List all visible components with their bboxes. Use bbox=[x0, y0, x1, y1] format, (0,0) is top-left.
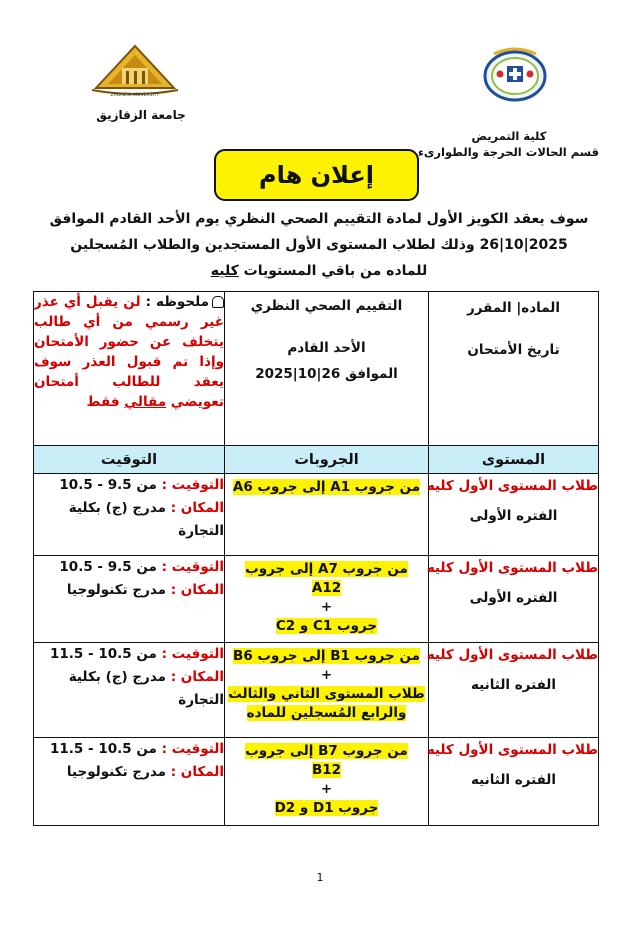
place-value-cont: التجارة bbox=[178, 692, 224, 708]
time-value: من 10.5 - 11.5 bbox=[50, 646, 162, 662]
note-underlined: مقالي bbox=[124, 394, 167, 410]
place-value-cont: التجارة bbox=[178, 523, 224, 539]
group-line: طلاب المستوى الثاني والثالث bbox=[228, 686, 425, 702]
timing-cell bbox=[34, 556, 225, 643]
group-line: من جروب A1 إلى جروب A6 bbox=[232, 479, 421, 495]
header-timing: التوقيت bbox=[34, 446, 225, 474]
group-plus: + bbox=[320, 781, 333, 797]
logo-caption: ZAGAZIG UNIVERSITY bbox=[110, 93, 160, 98]
zagazig-university-logo-icon bbox=[90, 42, 180, 98]
note-cell bbox=[34, 292, 225, 446]
groups-cell bbox=[225, 474, 429, 556]
header-level: المستوى bbox=[429, 446, 599, 474]
department-name: قسم الحالات الحرجة والطوارىء bbox=[417, 145, 599, 159]
course-labels-cell bbox=[429, 292, 599, 446]
time-value: من 9.5 - 10.5 bbox=[59, 477, 162, 493]
group-plus: + bbox=[320, 599, 333, 615]
intro-line-3-underlined: كليه bbox=[210, 263, 239, 279]
period-text: الفتره الثانيه bbox=[470, 772, 557, 788]
exam-date-label: تاريخ الأمتحان bbox=[467, 342, 560, 358]
announcement-banner: إعلان هام bbox=[214, 149, 419, 201]
group-line: والرابع المُسجلين للماده bbox=[246, 705, 407, 721]
faculty-name: كلية التمريض bbox=[471, 129, 547, 143]
bell-icon bbox=[212, 296, 224, 308]
group-line: من جروب B1 إلى جروب B6 bbox=[233, 648, 420, 664]
group-line: جروب D1 و D2 bbox=[274, 800, 379, 816]
place-value: مدرج تكنولوجيا bbox=[66, 582, 171, 598]
groups-cell bbox=[225, 643, 429, 738]
place-label: المكان : bbox=[170, 582, 224, 598]
course-values-cell bbox=[225, 292, 429, 446]
group-plus: + bbox=[320, 667, 333, 683]
period-text: الفتره الثانيه bbox=[470, 677, 557, 693]
intro-line-2: 2025|10|26 وذلك لطلاب المستوى الأول المستجدين والطلاب المُسجلين bbox=[70, 237, 568, 253]
level-text: طلاب المستوى الأول كليه bbox=[426, 647, 598, 663]
note-lead: ملحوظه : bbox=[140, 294, 209, 310]
note-text-1: لن يقبل أي عذر غير رسمي من أي طالب يتخلف عن حضور الأمتحان وإذا تم قبول العذر سوف يعقد للطالب أمتحان تعويضي bbox=[34, 294, 224, 410]
level-text: طلاب المستوى الأول كليه bbox=[426, 478, 598, 494]
level-cell bbox=[426, 643, 599, 738]
place-value: مدرج (ج) بكلية bbox=[68, 669, 171, 685]
group-line: من جروب B7 إلى جروب bbox=[245, 743, 408, 759]
faculty-info bbox=[419, 128, 599, 160]
page-number: 1 bbox=[316, 871, 324, 884]
course-value: التقييم الصحي النظري bbox=[250, 298, 403, 314]
period-text: الفتره الأولى bbox=[469, 590, 558, 606]
group-line: جروب C1 و C2 bbox=[275, 618, 378, 634]
level-cell bbox=[426, 738, 599, 826]
time-label: التوقيت : bbox=[161, 559, 224, 575]
level-cell bbox=[426, 474, 599, 556]
time-label: التوقيت : bbox=[161, 741, 224, 757]
place-label: المكان : bbox=[170, 764, 224, 780]
time-value: من 9.5 - 10.5 bbox=[59, 559, 162, 575]
table-row bbox=[34, 738, 599, 826]
group-line: B12 bbox=[311, 762, 342, 778]
time-label: التوقيت : bbox=[161, 477, 224, 493]
note-text-2: فقط bbox=[86, 394, 125, 410]
timing-cell bbox=[34, 643, 225, 738]
intro-line-3 bbox=[36, 258, 602, 284]
exam-date-line-2: الموافق 26|10|2025 bbox=[255, 366, 398, 382]
place-value: مدرج تكنولوجيا bbox=[66, 764, 171, 780]
group-line: A12 bbox=[311, 580, 342, 596]
groups-cell bbox=[225, 738, 429, 826]
table-row bbox=[34, 556, 599, 643]
period-text: الفتره الأولى bbox=[469, 508, 558, 524]
course-label: الماده| المقرر bbox=[467, 300, 560, 316]
time-value: من 10.5 - 11.5 bbox=[50, 741, 162, 757]
timing-cell bbox=[34, 474, 225, 556]
faculty-of-nursing-logo-icon bbox=[480, 42, 550, 104]
table-row bbox=[34, 474, 599, 556]
exam-schedule-table bbox=[33, 291, 599, 826]
intro-paragraph bbox=[36, 206, 602, 284]
table-row bbox=[34, 643, 599, 738]
group-line: من جروب A7 إلى جروب bbox=[245, 561, 408, 577]
intro-line-3-text: للماده من باقي المستويات bbox=[238, 263, 428, 279]
timing-cell bbox=[34, 738, 225, 826]
place-label: المكان : bbox=[170, 669, 224, 685]
exam-date-line-1: الأحد القادم bbox=[287, 340, 366, 356]
university-name: جامعة الزقازيق bbox=[96, 108, 186, 122]
time-label: التوقيت : bbox=[161, 646, 224, 662]
place-label: المكان : bbox=[170, 500, 224, 516]
header-groups: الجروبات bbox=[225, 446, 429, 474]
intro-line-1: سوف يعقد الكويز الأول لمادة التقييم الصحي النظري يوم الأحد القادم الموافق bbox=[49, 211, 589, 227]
place-value: مدرج (ج) بكلية bbox=[68, 500, 171, 516]
level-cell bbox=[426, 556, 599, 643]
table-header-row bbox=[34, 446, 599, 474]
level-text: طلاب المستوى الأول كليه bbox=[426, 560, 598, 576]
course-info-row bbox=[34, 292, 599, 446]
groups-cell bbox=[225, 556, 429, 643]
level-text: طلاب المستوى الأول كليه bbox=[426, 742, 598, 758]
